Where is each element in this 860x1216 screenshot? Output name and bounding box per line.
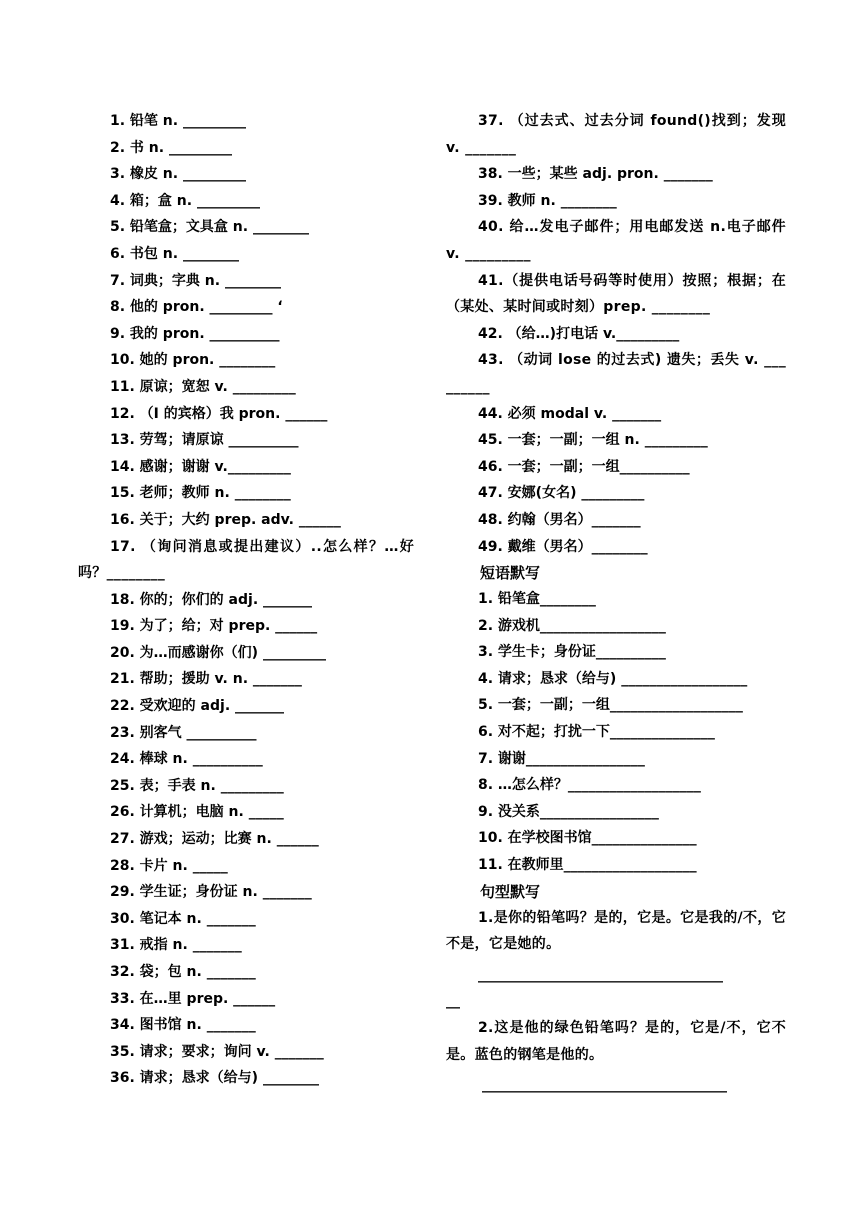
vocab-item-16: 16. 关于；大约 prep. adv. ______ bbox=[110, 511, 341, 528]
vocab-item-47: 47. 安娜(女名) _________ bbox=[478, 485, 645, 502]
vocab-item-23: 23. 别客气 __________ bbox=[110, 724, 257, 741]
sentence-item-2: 2.这是他的绿色铅笔吗？是的，它是/不，它不是。蓝色的钢笔是他的。 bbox=[446, 1020, 786, 1063]
vocab-item-28: 28. 卡片 n. _____ bbox=[110, 857, 228, 874]
vocab-item-22: 22. 受欢迎的 adj. _______ bbox=[110, 698, 285, 715]
answer-line-1-tail: __ bbox=[446, 993, 460, 1010]
vocab-item-34: 34. 图书馆 n. _______ bbox=[110, 1017, 256, 1034]
vocab-item-14: 14. 感谢；谢谢 v._________ bbox=[110, 458, 291, 475]
vocab-item-20: 20. 为…而感谢你（们) _________ bbox=[110, 644, 326, 661]
vocab-item-27: 27. 游戏；运动；比赛 n. ______ bbox=[110, 831, 319, 848]
sentence-section-heading: 句型默写 bbox=[480, 882, 541, 901]
vocab-item-31: 31. 戒指 n. _______ bbox=[110, 937, 242, 954]
phrase-item-9: 9. 没关系_________________ bbox=[478, 803, 659, 820]
phrase-item-10: 10. 在学校图书馆_______________ bbox=[478, 830, 697, 847]
vocab-item-46: 46. 一套；一副；一组__________ bbox=[478, 458, 690, 475]
vocab-item-11: 11. 原谅；宽恕 v. _________ bbox=[110, 378, 296, 395]
vocab-item-26: 26. 计算机；电脑 n. _____ bbox=[110, 804, 284, 821]
vocab-item-21: 21. 帮助；援助 v. n. _______ bbox=[110, 671, 302, 688]
phrase-item-6: 6. 对不起；打扰一下_______________ bbox=[478, 724, 715, 741]
vocab-item-2: 2. 书 n. _________ bbox=[110, 139, 232, 156]
vocab-item-3: 3. 橡皮 n. _________ bbox=[110, 166, 246, 183]
vocab-item-15: 15. 老师；教师 n. ________ bbox=[110, 485, 291, 502]
phrase-item-5: 5. 一套；一副；一组___________________ bbox=[478, 697, 743, 714]
vocab-item-40: 40. 给…发电子邮件；用电邮发送 n.电子邮件 v. _________ bbox=[446, 219, 786, 262]
phrase-item-4: 4. 请求；恳求（给与) __________________ bbox=[478, 670, 748, 687]
vocab-item-33: 33. 在…里 prep. ______ bbox=[110, 990, 276, 1007]
vocab-item-10: 10. 她的 pron. ________ bbox=[110, 352, 276, 369]
vocab-item-41: 41.（提供电话号码等时使用）按照；根据；在（某处、某时间或时刻）prep. ________ bbox=[446, 272, 786, 316]
vocab-item-24: 24. 棒球 n. __________ bbox=[110, 751, 263, 768]
vocab-item-36: 36. 请求；恳求（给与) ________ bbox=[110, 1070, 319, 1087]
vocab-item-45: 45. 一套；一副；一组 n. _________ bbox=[478, 432, 708, 449]
phrase-item-11: 11. 在教师里___________________ bbox=[478, 857, 697, 874]
vocab-item-8: 8. 他的 pron. _________ ‘ bbox=[110, 299, 283, 316]
vocab-item-9: 9. 我的 pron. __________ bbox=[110, 325, 280, 342]
sentence-item-1: 1.是你的铅笔吗？是的，它是。它是我的/不，它不是，它是她的。 bbox=[446, 909, 786, 953]
vocab-item-29: 29. 学生证；身份证 n. _______ bbox=[110, 884, 312, 901]
vocab-item-35: 35. 请求；要求；询问 v. _______ bbox=[110, 1043, 324, 1060]
vocab-item-49: 49. 戴维（男名）________ bbox=[478, 538, 648, 555]
phrase-item-1: 1. 铅笔盒________ bbox=[478, 591, 596, 608]
vocab-item-4: 4. 箱；盒 n. _________ bbox=[110, 192, 260, 209]
phrase-item-2: 2. 游戏机__________________ bbox=[478, 617, 666, 634]
vocab-item-7: 7. 词典；字典 n. ________ bbox=[110, 272, 281, 289]
answer-line-1: ___________________________________ bbox=[478, 966, 723, 983]
answer-line-2: ___________________________________ bbox=[482, 1077, 727, 1094]
phrase-section-heading: 短语默写 bbox=[480, 564, 541, 583]
vocab-item-18: 18. 你的；你们的 adj. _______ bbox=[110, 591, 313, 608]
vocab-item-30: 30. 笔记本 n. _______ bbox=[110, 910, 256, 927]
phrase-item-8: 8. …怎么样？___________________ bbox=[478, 777, 701, 794]
vocab-item-1: 1. 铅笔 n. _________ bbox=[110, 113, 246, 129]
vocab-item-48: 48. 约翰（男名）_______ bbox=[478, 511, 641, 528]
vocab-item-44: 44. 必须 modal v. _______ bbox=[478, 405, 662, 422]
vocab-item-6: 6. 书包 n. ________ bbox=[110, 245, 239, 262]
vocab-item-43: 43. （动词 lose 的过去式) 遗失；丢失 v. _________ bbox=[446, 352, 786, 395]
vocab-item-13: 13. 劳驾；请原谅 __________ bbox=[110, 432, 299, 449]
vocab-item-17: 17. （询问消息或提出建议）..怎么样？…好吗？________ bbox=[78, 538, 414, 582]
vocab-item-39: 39. 教师 n. ________ bbox=[478, 192, 617, 209]
vocab-item-32: 32. 袋；包 n. _______ bbox=[110, 964, 256, 980]
vocab-item-5: 5. 铅笔盒；文具盒 n. ________ bbox=[110, 219, 309, 236]
left-column bbox=[78, 108, 418, 1092]
vocab-item-38: 38. 一些；某些 adj. pron. _______ bbox=[478, 166, 713, 183]
vocab-item-25: 25. 表；手表 n. _________ bbox=[110, 777, 284, 794]
phrase-item-3: 3. 学生卡；身份证__________ bbox=[478, 644, 666, 661]
vocab-item-12: 12. （I 的宾格）我 pron. ______ bbox=[110, 405, 328, 422]
right-column bbox=[446, 108, 786, 1099]
vocab-item-37: 37. （过去式、过去分词 found()找到；发现 v. _______ bbox=[446, 113, 786, 156]
vocab-item-42: 42. （给…)打电话 v._________ bbox=[478, 325, 680, 342]
phrase-item-7: 7. 谢谢_________________ bbox=[478, 750, 645, 767]
vocab-item-19: 19. 为了；给；对 prep. ______ bbox=[110, 618, 318, 635]
